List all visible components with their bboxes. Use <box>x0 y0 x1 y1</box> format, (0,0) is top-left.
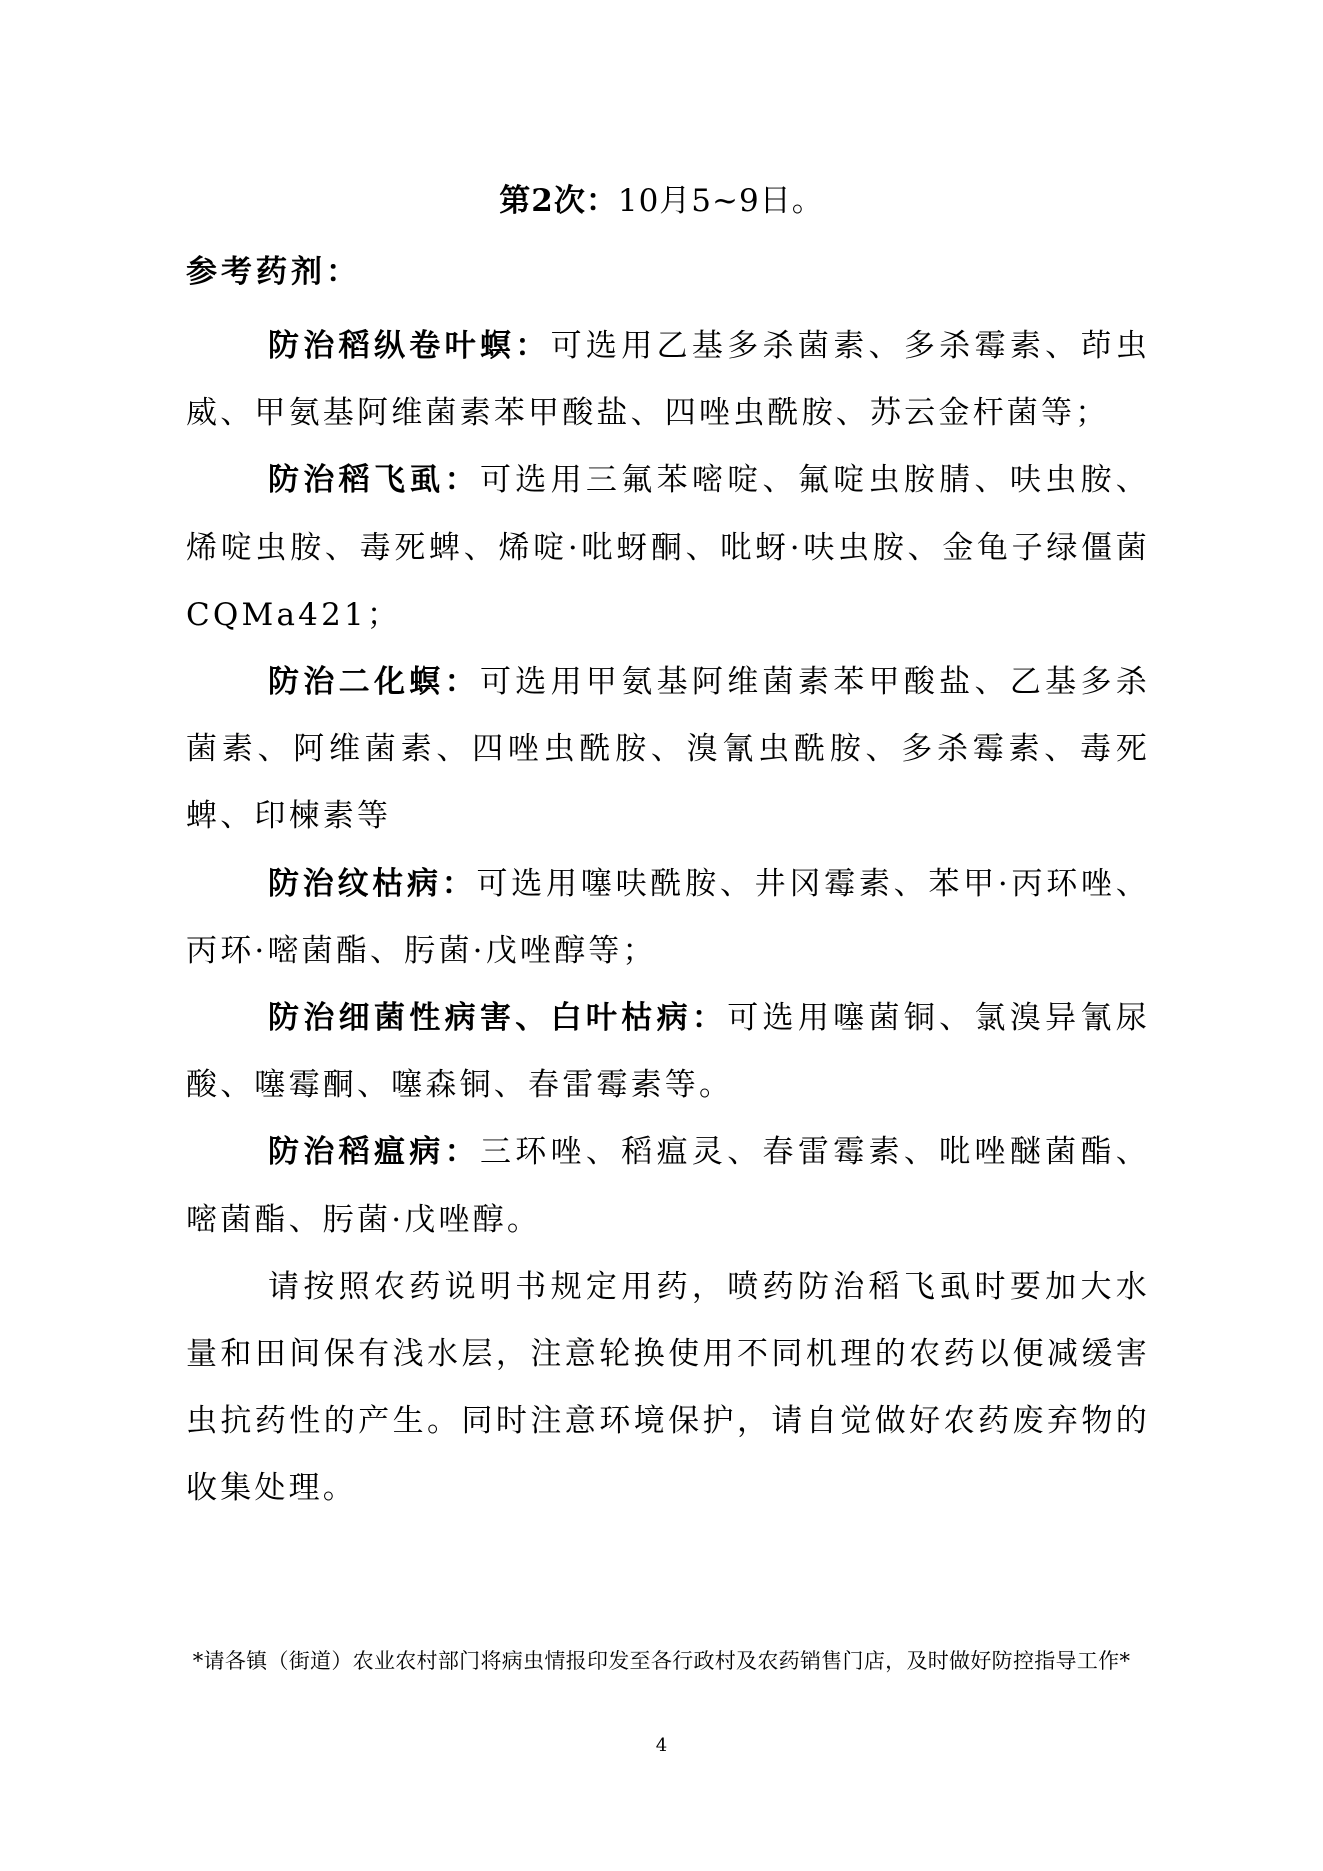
paragraph-term: 防治稻纵卷叶螟： <box>268 328 551 364</box>
paragraph-text: 可选用乙基多杀菌素、多杀霉素、茚虫威、甲氨基阿维菌素苯甲酸盐、四唑虫酰胺、苏云金杆菌等； <box>186 328 1150 432</box>
paragraph-rice-blast <box>186 1119 1150 1253</box>
round-label: 第2次： <box>499 183 618 219</box>
reference-agents-label: 参考药剂： <box>186 254 361 290</box>
application-round-heading <box>0 178 1323 224</box>
paragraph-term: 防治二化螟： <box>268 664 480 701</box>
paragraph-text: 可选用噻呋酰胺、井冈霉素、苯甲·丙环唑、丙环·嘧菌酯、肟菌·戊唑醇等； <box>186 865 1150 969</box>
recommendation-body <box>186 313 1150 1523</box>
paragraph-bacterial-disease <box>186 985 1150 1119</box>
page-number: 4 <box>655 1735 668 1756</box>
paragraph-planthopper <box>186 447 1150 649</box>
paragraph-stem-borer <box>186 649 1150 851</box>
paragraph-term: 防治细菌性病害、白叶枯病： <box>268 1000 728 1037</box>
paragraph-sheath-blight <box>186 851 1150 985</box>
paragraph-usage-notice <box>186 1254 1150 1523</box>
paragraph-text: 可选用三氟苯嘧啶、氟啶虫胺腈、呋虫胺、烯啶虫胺、毒死蜱、烯啶·吡蚜酮、吡蚜·呋虫胺、金龟子绿僵菌CQMa421； <box>186 462 1150 633</box>
paragraph-text: 三环唑、稻瘟灵、春雷霉素、吡唑醚菌酯、嘧菌酯、肟菌·戊唑醇。 <box>186 1134 1150 1238</box>
paragraph-term: 防治纹枯病： <box>268 865 477 902</box>
paragraph-term: 防治稻飞虱： <box>268 462 480 499</box>
footer-note: *请各镇（街道）农业农村部门将病虫情报印发至各行政村及农药销售门店，及时做好防控指导工作* <box>192 1649 1131 1673</box>
paragraph-text: 可选用噻菌铜、氯溴异氰尿酸、噻霉酮、噻森铜、春雷霉素等。 <box>186 1000 1150 1104</box>
paragraph-text: 请按照农药说明书规定用药，喷药防治稻飞虱时要加大水量和田间保有浅水层，注意轮换使用不同机理的农药以便减缓害虫抗药性的产生。同时注意环境保护，请自觉做好农药废弃物的收集处理。 <box>186 1268 1150 1507</box>
paragraph-text: 可选用甲氨基阿维菌素苯甲酸盐、乙基多杀菌素、阿维菌素、四唑虫酰胺、溴氰虫酰胺、多杀霉素、毒死蜱、印楝素等 <box>186 664 1150 835</box>
paragraph-term: 防治稻瘟病： <box>268 1134 480 1171</box>
paragraph-leaf-folder <box>186 313 1150 447</box>
round-date: 10月5~9日。 <box>617 183 824 219</box>
